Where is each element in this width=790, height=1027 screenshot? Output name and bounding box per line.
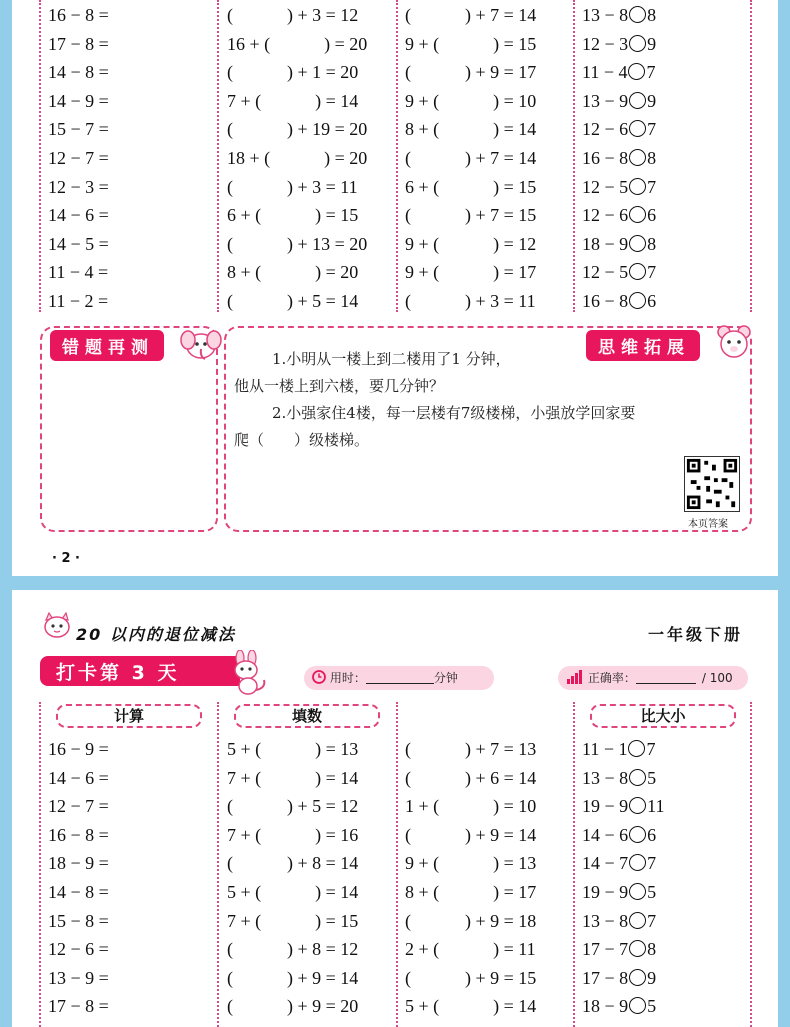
compare-item[interactable] [582, 90, 656, 112]
compare-item[interactable] [582, 176, 656, 198]
compare-item[interactable] [582, 61, 655, 83]
compare-item[interactable] [582, 824, 656, 846]
calc-item[interactable]: 14 − 6 = [48, 767, 109, 788]
compare-circle-icon[interactable] [629, 912, 646, 929]
compare-circle-icon[interactable] [629, 969, 646, 986]
compare-value: 8 [647, 148, 657, 168]
fill-item-a[interactable]: ( ) + 13 = 20 [227, 233, 368, 254]
accuracy-total: / 100 [701, 671, 733, 685]
compare-circle-icon[interactable] [629, 235, 646, 252]
compare-value: 5 [647, 996, 657, 1017]
kangaroo-mascot-icon [226, 650, 268, 696]
column-divider [39, 702, 41, 1027]
compare-circle-icon[interactable] [629, 854, 646, 871]
compare-circle-icon[interactable] [629, 883, 646, 900]
fill-item-b[interactable]: 1 + ( ) = 10 [405, 796, 537, 817]
book-title: 20 以内的退位减法 [76, 625, 236, 644]
calc-item[interactable]: 14 − 8 = [48, 62, 109, 83]
time-label: 用时： [329, 671, 366, 685]
fill-item-a[interactable]: ( ) + 8 = 14 [227, 853, 359, 874]
fill-item-a[interactable]: 7 + ( ) = 14 [227, 767, 359, 788]
calc-item[interactable]: 12 − 7 = [48, 148, 109, 168]
exercise-grid [12, 0, 778, 312]
compare-value: 6 [647, 205, 657, 226]
calc-item[interactable]: 17 − 8 = [48, 996, 109, 1017]
compare-expression: 12 − 5 [582, 262, 629, 283]
fill-item-b[interactable]: ( ) + 9 = 18 [405, 910, 537, 931]
compare-value: 9 [647, 967, 657, 988]
fill-item-a[interactable]: ( ) + 9 = 20 [227, 996, 359, 1017]
compare-item[interactable] [582, 4, 656, 26]
compare-item[interactable] [582, 995, 656, 1017]
clock-icon [312, 670, 326, 684]
column-divider [396, 702, 398, 1027]
fill-item-b[interactable]: ( ) + 7 = 15 [405, 205, 537, 226]
time-blank [366, 670, 434, 684]
time-unit: 分钟 [433, 671, 458, 685]
fill-item-b[interactable]: 2 + ( ) = 11 [405, 939, 536, 960]
compare-item[interactable] [582, 118, 656, 140]
compare-value: 8 [647, 939, 657, 960]
compare-circle-icon[interactable] [629, 997, 646, 1014]
compare-value: 7 [647, 853, 657, 874]
compare-value: 7 [646, 62, 656, 83]
fill-item-b[interactable]: 9 + ( ) = 15 [405, 33, 537, 54]
compare-item[interactable] [582, 795, 665, 817]
compare-expression: 12 − 6 [582, 205, 629, 226]
compare-circle-icon[interactable] [629, 769, 646, 786]
compare-value: 9 [647, 33, 657, 54]
column-divider [396, 0, 398, 312]
grade-label: 一年级下册 [648, 625, 744, 644]
compare-value: 6 [647, 291, 657, 311]
compare-expression: 16 − 8 [582, 291, 629, 311]
calc-item[interactable]: 14 − 9 = [48, 90, 109, 111]
fill-item-b[interactable]: ( ) + 7 = 13 [405, 739, 537, 759]
fill-item-a[interactable]: 5 + ( ) = 13 [227, 739, 359, 759]
compare-expression: 14 − 6 [582, 824, 629, 845]
compare-value: 7 [646, 739, 656, 759]
fill-item-b[interactable]: ( ) + 9 = 15 [405, 967, 537, 988]
compare-item[interactable] [582, 852, 656, 874]
compare-circle-icon[interactable] [629, 120, 646, 137]
fill-item-a[interactable]: 18 + ( ) = 20 [227, 148, 368, 168]
compare-circle-icon[interactable] [628, 740, 645, 757]
compare-value: 5 [647, 882, 657, 902]
calc-item[interactable]: 16 − 9 = [48, 739, 109, 759]
accuracy-field[interactable] [558, 666, 748, 690]
fill-item-b[interactable]: 8 + ( ) = 17 [405, 882, 537, 902]
question-2-line-1: 2.小强家住4楼，每一层楼有7级楼梯，小强放学回家要 [272, 404, 636, 422]
calc-item[interactable]: 13 − 9 = [48, 967, 109, 988]
fill-item-a[interactable]: ( ) + 19 = 20 [227, 119, 368, 140]
compare-circle-icon[interactable] [629, 149, 646, 166]
compare-circle-icon[interactable] [629, 206, 646, 223]
column-divider [39, 0, 41, 312]
compare-expression: 13 − 8 [582, 767, 629, 788]
calc-item[interactable]: 11 − 2 = [48, 291, 109, 311]
column-header-fill: 填数 [234, 704, 380, 728]
fill-item-a[interactable]: 6 + ( ) = 15 [227, 205, 359, 226]
compare-expression: 12 − 6 [582, 119, 629, 140]
fill-item-a[interactable]: ( ) + 3 = 12 [227, 5, 359, 25]
fill-item-b[interactable]: ( ) + 3 = 11 [405, 291, 536, 311]
compare-expression: 13 − 8 [582, 910, 629, 931]
compare-item[interactable] [582, 233, 656, 255]
fill-item-a[interactable]: 5 + ( ) = 14 [227, 882, 359, 902]
compare-item[interactable] [582, 33, 656, 55]
compare-item[interactable] [582, 767, 656, 789]
compare-item[interactable] [582, 938, 656, 960]
compare-expression: 12 − 3 [582, 33, 629, 54]
compare-value: 5 [647, 767, 657, 788]
fill-item-a[interactable]: ( ) + 3 = 11 [227, 176, 358, 197]
fill-item-b[interactable]: 9 + ( ) = 10 [405, 90, 537, 111]
compare-value: 7 [647, 910, 657, 931]
column-header-compare: 比大小 [590, 704, 736, 728]
calc-item[interactable]: 12 − 3 = [48, 176, 109, 197]
compare-item[interactable] [582, 967, 656, 989]
question-1-line-1: 1.小明从一楼上到二楼用了1 分钟， [272, 350, 511, 368]
worksheet-page-2 [12, 0, 778, 576]
compare-expression: 18 − 9 [582, 233, 629, 254]
calc-item[interactable]: 17 − 8 = [48, 33, 109, 54]
compare-item[interactable] [582, 261, 656, 283]
fill-item-b[interactable]: 6 + ( ) = 15 [405, 176, 537, 197]
fill-item-b[interactable]: 8 + ( ) = 14 [405, 119, 537, 140]
compare-value: 7 [647, 262, 657, 283]
compare-circle-icon[interactable] [629, 292, 646, 309]
compare-value: 7 [647, 176, 657, 197]
accuracy-label: 正确率： [587, 671, 636, 685]
fill-item-a[interactable]: ( ) + 5 = 12 [227, 796, 359, 817]
compare-circle-icon[interactable] [629, 826, 646, 843]
fill-item-a[interactable]: ( ) + 9 = 14 [227, 967, 359, 988]
compare-circle-icon[interactable] [628, 63, 645, 80]
fill-item-a[interactable]: 7 + ( ) = 14 [227, 90, 359, 111]
compare-expression: 13 − 8 [582, 5, 629, 25]
compare-circle-icon[interactable] [629, 797, 646, 814]
question-2-line-2: 爬（ ）级楼梯。 [234, 431, 370, 449]
compare-expression: 17 − 8 [582, 967, 629, 988]
worksheet-page-3 [12, 590, 778, 1027]
calc-item[interactable]: 16 − 8 = [48, 824, 109, 845]
calc-item[interactable]: 14 − 6 = [48, 205, 109, 226]
fill-item-b[interactable]: ( ) + 9 = 17 [405, 62, 537, 83]
fill-item-a[interactable]: 7 + ( ) = 15 [227, 910, 359, 931]
compare-value: 6 [647, 824, 657, 845]
compare-value: 9 [647, 90, 657, 111]
fill-item-b[interactable]: 5 + ( ) = 14 [405, 996, 537, 1017]
compare-expression: 12 − 5 [582, 176, 629, 197]
calc-item[interactable]: 15 − 7 = [48, 119, 109, 140]
compare-value: 8 [647, 233, 657, 254]
compare-circle-icon[interactable] [629, 35, 646, 52]
compare-expression: 16 − 8 [582, 148, 629, 168]
fill-item-a[interactable]: 7 + ( ) = 16 [227, 824, 359, 845]
fill-item-b[interactable]: 9 + ( ) = 17 [405, 262, 537, 283]
fill-item-a[interactable]: 8 + ( ) = 20 [227, 262, 359, 283]
compare-expression: 17 − 7 [582, 939, 629, 960]
cat-mascot-icon [40, 612, 74, 642]
compare-item[interactable] [582, 881, 656, 903]
calc-item[interactable]: 12 − 6 = [48, 939, 109, 960]
fill-item-b[interactable]: ( ) + 9 = 14 [405, 824, 537, 845]
compare-expression: 19 − 9 [582, 796, 629, 817]
compare-expression: 11 − 1 [582, 739, 628, 759]
fill-item-b[interactable]: ( ) + 7 = 14 [405, 5, 537, 25]
compare-circle-icon[interactable] [629, 940, 646, 957]
compare-expression: 14 − 7 [582, 853, 629, 874]
day-banner: 打卡第 3 天 [40, 656, 240, 686]
compare-item[interactable] [582, 910, 656, 932]
exercise-grid-day3 [12, 702, 778, 1027]
fill-item-b[interactable]: 9 + ( ) = 12 [405, 233, 537, 254]
calc-item[interactable]: 15 − 8 = [48, 910, 109, 931]
page-number: · 2 · [52, 551, 80, 566]
compare-item[interactable] [582, 290, 656, 312]
compare-circle-icon[interactable] [629, 178, 646, 195]
fill-item-a[interactable]: ( ) + 8 = 12 [227, 939, 359, 960]
thinking-tag: 思维拓展 [586, 330, 700, 361]
accuracy-blank [636, 670, 696, 684]
compare-item[interactable] [582, 147, 656, 169]
calc-item[interactable]: 14 − 5 = [48, 233, 109, 254]
bar-chart-icon [566, 670, 584, 684]
column-divider [217, 0, 219, 312]
calc-item[interactable]: 12 − 7 = [48, 796, 109, 817]
compare-circle-icon[interactable] [629, 92, 646, 109]
fill-item-a[interactable]: 16 + ( ) = 20 [227, 33, 368, 54]
calc-item[interactable]: 18 − 9 = [48, 853, 109, 874]
fill-item-b[interactable]: 9 + ( ) = 13 [405, 853, 537, 874]
compare-value: 7 [647, 119, 657, 140]
fill-item-b[interactable]: ( ) + 7 = 14 [405, 148, 537, 168]
fill-item-a[interactable]: ( ) + 5 = 14 [227, 291, 359, 311]
calc-item[interactable]: 16 − 8 = [48, 5, 109, 25]
fill-item-a[interactable]: ( ) + 1 = 20 [227, 62, 359, 83]
compare-expression: 13 − 9 [582, 90, 629, 111]
qr-code-icon[interactable] [684, 456, 740, 512]
compare-circle-icon[interactable] [629, 263, 646, 280]
compare-value: 11 [647, 796, 665, 817]
compare-expression: 18 − 9 [582, 996, 629, 1017]
qr-caption: 本页答案 [688, 519, 728, 530]
compare-item[interactable] [582, 738, 655, 760]
time-used-field[interactable] [304, 666, 494, 690]
compare-value: 8 [647, 5, 657, 25]
compare-expression: 11 − 4 [582, 62, 628, 83]
column-header-calc: 计算 [56, 704, 202, 728]
calc-item[interactable]: 14 − 8 = [48, 882, 109, 902]
compare-expression: 19 − 9 [582, 882, 629, 902]
calc-item[interactable]: 11 − 4 = [48, 262, 109, 283]
question-1-line-2: 他从一楼上到六楼，要几分钟？ [234, 377, 445, 395]
elephant-mascot-icon [180, 326, 222, 364]
fill-item-b[interactable]: ( ) + 6 = 14 [405, 767, 537, 788]
compare-item[interactable] [582, 204, 656, 226]
column-divider [217, 702, 219, 1027]
thinking-questions [234, 346, 744, 454]
compare-circle-icon[interactable] [629, 6, 646, 23]
retest-tag: 错题再测 [50, 330, 164, 361]
